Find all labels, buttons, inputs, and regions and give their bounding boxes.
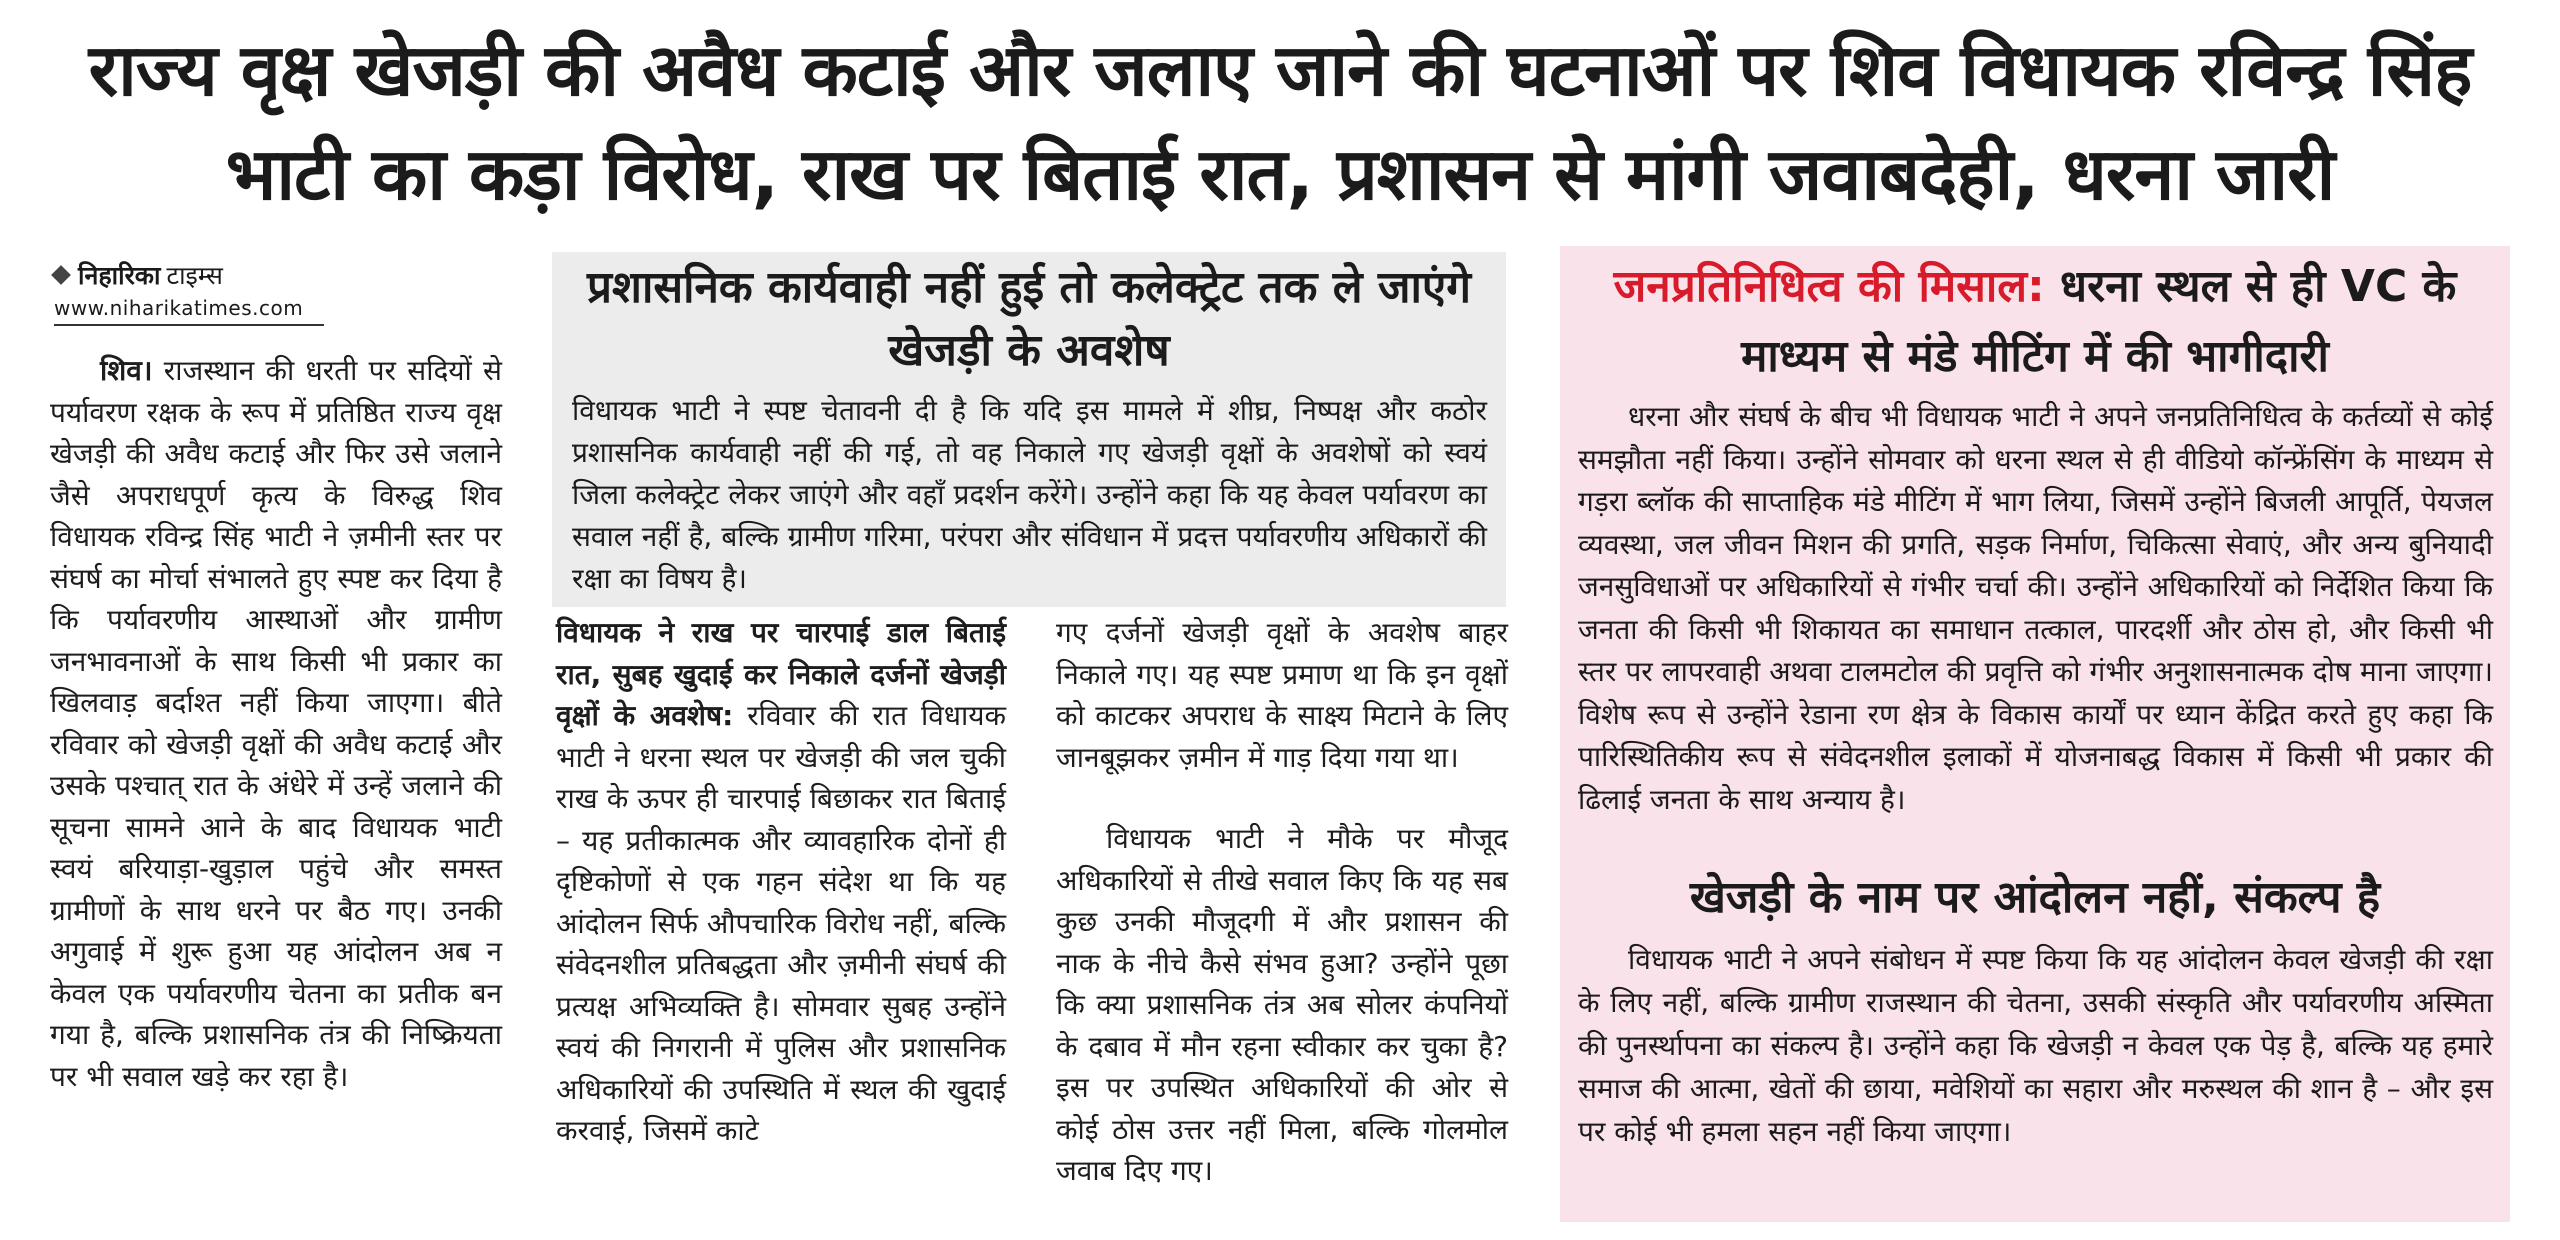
- article-column-3: [1056, 612, 1508, 1192]
- column-3-paragraph-1: गए दर्जनों खेजड़ी वृक्षों के अवशेष बाहर निकाले गए। यह स्पष्ट प्रमाण था कि इन वृक्षों को काटकर अपराध के साक्ष्य मिटाने के लिए जानबूझकर ज़मीन में गाड़ दिया गया था।: [1056, 616, 1508, 774]
- headline: राज्य वृक्ष खेजड़ी की अवैध कटाई और जलाए जाने की घटनाओं पर शिव विधायक रविन्द्र सिंह भाटी का कड़ा विरोध, राख पर बिताई रात, प्रशासन से मांगी जवाबदेही, धरना जारी: [88, 28, 2472, 216]
- title-rest: धरना स्थल से ही VC के माध्यम से मंडे मीटिंग में की भागीदारी: [1741, 261, 2457, 382]
- resolution-body: विधायक भाटी ने अपने संबोधन में स्पष्ट किया कि यह आंदोलन केवल खेजड़ी की रक्षा के लिए नहीं, बल्कि ग्रामीण राजस्थान की चेतना, उसकी संस्कृति और पर्यावरणीय अस्मिता की पुनर्स्थापना का संकल्प है। उन्होंने कहा कि खेजड़ी न केवल एक पेड़ है, बल्कि यह हमारे समाज की आत्मा, खेतों की छाया, मवेशियों का सहारा और मरुस्थल की शान है – और इस पर कोई भी हमला सहन नहीं किया जाएगा।: [1578, 943, 2493, 1148]
- column-1-text: राजस्थान की धरती पर सदियों से पर्यावरण रक्षक के रूप में प्रतिष्ठित राज्य वृक्ष खेजड़ी की अवैध कटाई और फिर उसे जलाने जैसे अपराधपूर्ण कृत्य के विरुद्ध शिव विधायक रविन्द्र सिंह भाटी ने ज़मीनी स्तर पर संघर्ष का मोर्चा संभालते हुए स्पष्ट कर दिया है कि पर्यावरणीय आस्थाओं और ग्रामीण जनभावनाओं के साथ किसी भी प्रकार का खिलवाड़ बर्दाश्त नहीं किया जाएगा। बीते रविवार को खेजड़ी वृक्षों की अवैध कटाई और उसके पश्चात् रात के अंधेरे में उन्हें जलाने की सूचना सामने आने के बाद विधायक भाटी स्वयं बरियाड़ा-खुड़ाल पहुंचे और समस्त ग्रामीणों के साथ धरने पर बैठ गए। उनकी अगुवाई में शुरू हुआ यह आंदोलन अब न केवल एक पर्यावरणीय चेतना का प्रतीक बन गया है, बल्कि प्रशासनिक तंत्र की निष्क्रियता पर भी सवाल खड़े कर रहा है।: [50, 354, 502, 1093]
- column-2-subheading: विधायक ने राख पर चारपाई डाल बिताई रात, सुबह खुदाई कर निकाले दर्जनों खेजड़ी वृक्षों के अवशेष:: [556, 616, 1006, 732]
- diamond-icon: [51, 265, 71, 285]
- column-2-text: रविवार की रात विधायक भाटी ने धरना स्थल पर खेजड़ी की जल चुकी राख के ऊपर ही चारपाई बिछाकर रात बिताई – यह प्रतीकात्मक और व्यावहारिक दोनों ही दृष्टिकोणों से एक गहन संदेश था कि यह आंदोलन सिर्फ औपचारिक विरोध नहीं, बल्कि संवेदनशील प्रतिबद्धता और ज़मीनी संघर्ष की प्रत्यक्ष अभिव्यक्ति है। सोमवार सुबह उन्होंने स्वयं की निगरानी में पुलिस और प्रशासनिक अधिकारियों की उपस्थिति में स्थल की खुदाई करवाई, जिसमें काटे: [556, 699, 1007, 1147]
- masthead: [54, 258, 324, 326]
- representation-box-body: धरना और संघर्ष के बीच भी विधायक भाटी ने अपने जनप्रतिनिधित्व के कर्तव्यों से कोई समझौता नहीं किया। उन्होंने सोमवार को धरना स्थल से ही वीडियो कॉन्फ्रेंसिंग के माध्यम से गड़रा ब्लॉक की साप्ताहिक मंडे मीटिंग में भाग लिया, जिसमें उन्होंने बिजली आपूर्ति, पेयजल व्यवस्था, जल जीवन मिशन की प्रगति, सड़क निर्माण, चिकित्सा सेवाएं, और अन्य बुनियादी जनसुविधाओं पर अधिकारियों से गंभीर चर्चा की। उन्होंने अधिकारियों को निर्देशित किया कि जनता की किसी भी शिकायत का समाधान तत्काल, पारदर्शी और ठोस हो, और किसी भी स्तर पर लापरवाही अथवा टालमटोल की प्रवृत्ति को गंभीर अनुशासनात्मक दोष माना जाएगा। विशेष रूप से उन्होंने रेडाना रण क्षेत्र के विकास कार्यों पर ध्यान केंद्रित करते हुए कहा कि पारिस्थितिकीय रूप से संवेदनशील इलाकों में योजनाबद्ध विकास में किसी भी प्रकार की ढिलाई जनता के साथ अन्याय है।: [1578, 400, 2493, 816]
- warning-box-title: प्रशासनिक कार्यवाही नहीं हुई तो कलेक्ट्रेट तक ले जाएंगे खेजड़ी के अवशेष: [586, 262, 1471, 376]
- dateline: शिव।: [100, 354, 153, 387]
- website-url: www.niharikatimes.com: [54, 296, 324, 326]
- article-column-1: [50, 350, 502, 1097]
- masthead-brand: [54, 258, 324, 292]
- title-highlight: जनप्रतिनिधित्व की मिसाल:: [1613, 261, 2045, 312]
- representation-box-title: [1560, 252, 2510, 392]
- warning-box-body: विधायक भाटी ने स्पष्ट चेतावनी दी है कि यदि इस मामले में शीघ्र, निष्पक्ष और कठोर प्रशासनिक कार्यवाही नहीं की गई, तो वह निकाले गए खेजड़ी वृक्षों के अवशेषों को स्वयं जिला कलेक्ट्रेट लेकर जाएंगे और वहाँ प्रदर्शन करेंगे। उन्होंने कहा कि यह केवल पर्यावरण का सवाल नहीं है, बल्कि ग्रामीण गरिमा, परंपरा और संविधान में प्रदत्त पर्यावरणीय अधिकारों की रक्षा का विषय है।: [572, 394, 1487, 595]
- resolution-subheading: खेजड़ी के नाम पर आंदोलन नहीं, संकल्प है: [1689, 872, 2381, 923]
- brand-tail: टाइम्स: [166, 261, 223, 290]
- brand-name: निहारिका: [78, 261, 161, 290]
- article-column-2: [556, 612, 1006, 1152]
- column-3-paragraph-2: विधायक भाटी ने मौके पर मौजूद अधिकारियों से तीखे सवाल किए कि यह सब कुछ उनकी मौजूदगी में और प्रशासन की नाक के नीचे कैसे संभव हुआ? उन्होंने पूछा कि क्या प्रशासनिक तंत्र अब सोलर कंपनियों के दबाव में मौन रहना स्वीकार कर चुका है? इस पर उपस्थित अधिकारियों की ओर से कोई ठोस उत्तर नहीं मिला, बल्कि गोलमोल जवाब दिए गए।: [1056, 822, 1508, 1187]
